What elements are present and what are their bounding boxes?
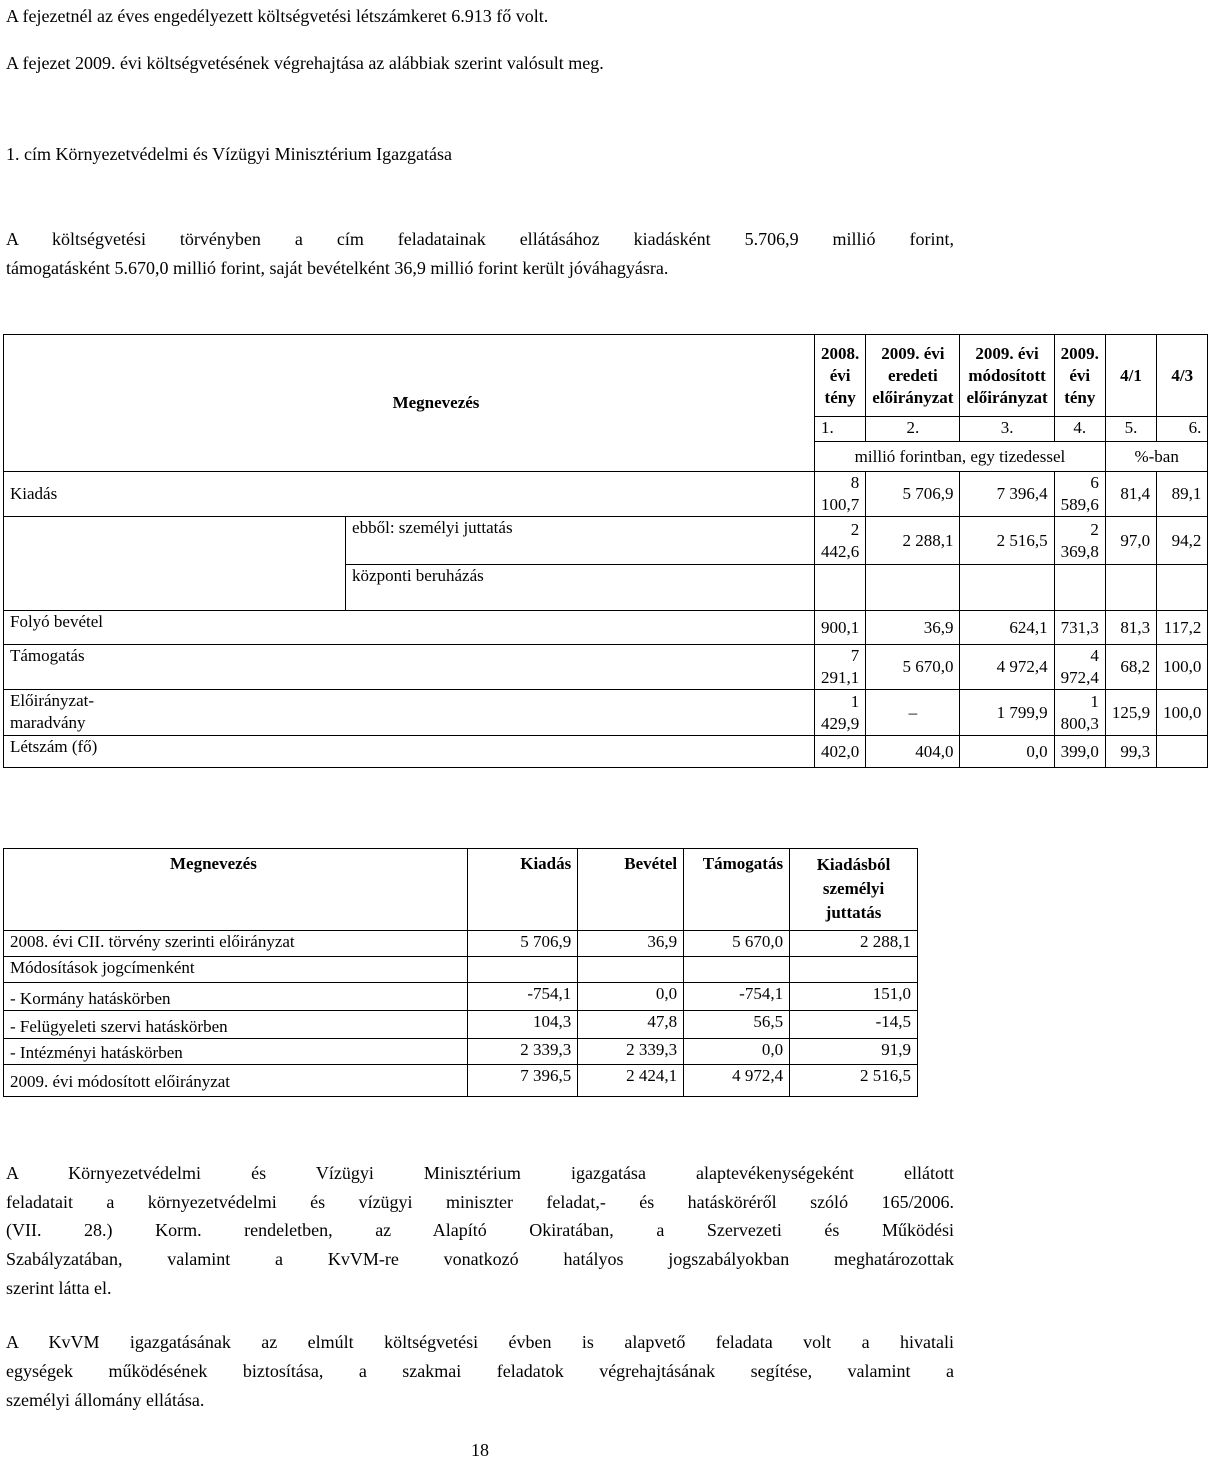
appropriation-table xyxy=(3,848,918,1097)
t2-label: 2009. évi módosított előirányzat xyxy=(4,1065,468,1097)
t1-cell: 8 100,7 xyxy=(815,472,866,517)
t1-cell: 399,0 xyxy=(1054,736,1105,768)
t1-cell: 4 972,4 xyxy=(960,645,1054,690)
t1-colnum-4: 4. xyxy=(1054,417,1105,442)
t1-indent xyxy=(4,517,346,565)
outro-p1-line-3: (VII. 28.) Korm. rendeletben, az Alapító Okiratában, a Szervezeti és Működési xyxy=(6,1220,954,1240)
t2-label: - Intézményi hatáskörben xyxy=(4,1039,468,1065)
t1-cell: 6 589,6 xyxy=(1054,472,1105,517)
outro-p1-line-5: szerint látta el. xyxy=(6,1278,112,1298)
t1-cell: 0,0 xyxy=(960,736,1054,768)
t1-cell xyxy=(1105,565,1156,611)
t1-cell: 99,3 xyxy=(1105,736,1156,768)
outro-p1-line-1: A Környezetvédelmi és Vízügyi Minisztérium igazgatása alaptevékenységeként ellátott xyxy=(6,1163,954,1183)
t1-cell: 100,0 xyxy=(1157,690,1208,736)
t2-cell: 2 424,1 xyxy=(578,1065,684,1097)
t1-cell-dash: – xyxy=(866,690,960,736)
t2-label: Módosítások jogcímenként xyxy=(4,957,468,983)
t1-cell: 100,0 xyxy=(1157,645,1208,690)
t1-row-kozponti xyxy=(4,565,1208,611)
t2-header-szemelyi: Kiadásból személyi juttatás xyxy=(790,849,918,931)
t2-cell: -754,1 xyxy=(684,983,790,1011)
t2-cell: 0,0 xyxy=(684,1039,790,1065)
t2-row xyxy=(4,1065,918,1097)
t2-label: 2008. évi CII. törvény szerinti előirányzat xyxy=(4,931,468,957)
t1-header-2009-teny: 2009. évi tény xyxy=(1054,335,1105,417)
t2-cell: 91,9 xyxy=(790,1039,918,1065)
t2-cell: -754,1 xyxy=(468,983,578,1011)
t1-label: Létszám (fő) xyxy=(4,736,815,768)
t1-header-2008-teny: 2008. évi tény xyxy=(815,335,866,417)
t1-cell: 402,0 xyxy=(815,736,866,768)
t1-cell: 81,3 xyxy=(1105,611,1156,645)
intro-para-line-2: támogatásként 5.670,0 millió forint, saját bevételként 36,9 millió forint került jóváhagyásra. xyxy=(6,258,669,278)
t2-cell: 104,3 xyxy=(468,1011,578,1039)
t1-cell: 68,2 xyxy=(1105,645,1156,690)
t2-row xyxy=(4,931,918,957)
t2-cell: 0,0 xyxy=(578,983,684,1011)
t1-label: Kiadás xyxy=(4,472,815,517)
t1-row-folyo xyxy=(4,611,1208,645)
t1-unit-million: millió forintban, egy tizedessel xyxy=(815,442,1106,472)
budget-table xyxy=(3,334,1208,768)
t1-header-2009-eredeti: 2009. évi eredeti előirányzat xyxy=(866,335,960,417)
t1-row-kiadas xyxy=(4,472,1208,517)
t1-cell: 7 396,4 xyxy=(960,472,1054,517)
t1-cell: 2 288,1 xyxy=(866,517,960,565)
t1-cell: 94,2 xyxy=(1157,517,1208,565)
t1-label: ebből: személyi juttatás xyxy=(346,517,815,565)
outro-p2-line-2: egységek működésének biztosítása, a szakmai feladatok végrehajtásának segítése, valamint a xyxy=(6,1361,954,1381)
t1-colnum-1: 1. xyxy=(815,417,866,442)
t1-cell: 89,1 xyxy=(1157,472,1208,517)
t1-cell: 4 972,4 xyxy=(1054,645,1105,690)
t2-cell: 2 339,3 xyxy=(468,1039,578,1065)
t2-header-bevetel: Bevétel xyxy=(578,849,684,931)
t1-cell: 1 800,3 xyxy=(1054,690,1105,736)
t1-row-letszam xyxy=(4,736,1208,768)
outro-p2-line-3: személyi állomány ellátása. xyxy=(6,1390,205,1410)
t1-cell xyxy=(960,565,1054,611)
t2-row xyxy=(4,957,918,983)
t1-row-maradvany xyxy=(4,690,1208,736)
t2-cell: 7 396,5 xyxy=(468,1065,578,1097)
t1-cell: 1 429,9 xyxy=(815,690,866,736)
t2-header-kiadas: Kiadás xyxy=(468,849,578,931)
t1-colnum-5: 5. xyxy=(1105,417,1156,442)
outro-p1-line-2: feladatait a környezetvédelmi és vízügyi miniszter feladat,- és hatásköréről szóló 165/2006. xyxy=(6,1192,954,1212)
t1-label: Előirányzat-maradvány xyxy=(4,690,815,736)
t2-cell xyxy=(468,957,578,983)
t2-label: - Kormány hatáskörben xyxy=(4,983,468,1011)
t1-cell: 2 442,6 xyxy=(815,517,866,565)
t2-cell: 2 288,1 xyxy=(790,931,918,957)
t1-cell: 7 291,1 xyxy=(815,645,866,690)
t2-cell xyxy=(578,957,684,983)
t1-header-ratio-4-1: 4/1 xyxy=(1105,335,1156,417)
t1-cell: 97,0 xyxy=(1105,517,1156,565)
page-number: 18 xyxy=(471,1440,489,1460)
t1-cell: 117,2 xyxy=(1157,611,1208,645)
intro-para-line-1: A költségvetési törvényben a cím feladatainak ellátásához kiadásként 5.706,9 millió forint, xyxy=(6,229,954,249)
t1-cell: 2 516,5 xyxy=(960,517,1054,565)
t1-colnum-6: 6. xyxy=(1157,417,1208,442)
intro-line-1: A fejezetnél az éves engedélyezett költségvetési létszámkeret 6.913 fő volt. xyxy=(6,6,549,26)
t1-colnum-3: 3. xyxy=(960,417,1054,442)
t2-cell: -14,5 xyxy=(790,1011,918,1039)
t1-header-2009-modositott: 2009. évi módosított előirányzat xyxy=(960,335,1054,417)
t1-label: Támogatás xyxy=(4,645,815,690)
t1-colnum-2: 2. xyxy=(866,417,960,442)
t2-cell: 2 339,3 xyxy=(578,1039,684,1065)
intro-line-2: A fejezet 2009. évi költségvetésének végrehajtása az alábbiak szerint valósult meg. xyxy=(6,53,604,73)
t1-row-szemelyi xyxy=(4,517,1208,565)
outro-p2-line-1: A KvVM igazgatásának az elmúlt költségvetési évben is alapvető feladata volt a hivatali xyxy=(6,1332,954,1352)
t1-cell: 36,9 xyxy=(866,611,960,645)
t1-cell: 404,0 xyxy=(866,736,960,768)
t2-row xyxy=(4,1011,918,1039)
t1-cell: 5 706,9 xyxy=(866,472,960,517)
t1-indent xyxy=(4,565,346,611)
t2-header-tamogatas: Támogatás xyxy=(684,849,790,931)
t1-cell xyxy=(1157,736,1208,768)
t2-cell: 151,0 xyxy=(790,983,918,1011)
t2-cell: 47,8 xyxy=(578,1011,684,1039)
t2-cell: 56,5 xyxy=(684,1011,790,1039)
t1-row-tamogatas xyxy=(4,645,1208,690)
t1-cell: 5 670,0 xyxy=(866,645,960,690)
section-heading: 1. cím Környezetvédelmi és Vízügyi Minisztérium Igazgatása xyxy=(6,144,453,164)
t1-cell xyxy=(815,565,866,611)
t1-unit-percent: %-ban xyxy=(1105,442,1208,472)
t1-cell: 900,1 xyxy=(815,611,866,645)
t2-cell: 36,9 xyxy=(578,931,684,957)
outro-p1-line-4: Szabályzatában, valamint a KvVM-re vonatkozó hatályos jogszabályokban meghatározottak xyxy=(6,1249,954,1269)
t1-header-ratio-4-3: 4/3 xyxy=(1157,335,1208,417)
t1-cell xyxy=(1054,565,1105,611)
t2-cell: 4 972,4 xyxy=(684,1065,790,1097)
t2-cell: 2 516,5 xyxy=(790,1065,918,1097)
t2-header-megnevezes: Megnevezés xyxy=(4,849,468,931)
t1-cell xyxy=(866,565,960,611)
t1-cell: 731,3 xyxy=(1054,611,1105,645)
t2-cell xyxy=(684,957,790,983)
t2-label: - Felügyeleti szervi hatáskörben xyxy=(4,1011,468,1039)
t1-cell: 81,4 xyxy=(1105,472,1156,517)
t1-cell: 125,9 xyxy=(1105,690,1156,736)
t2-cell: 5 706,9 xyxy=(468,931,578,957)
t2-cell xyxy=(790,957,918,983)
t1-cell: 624,1 xyxy=(960,611,1054,645)
t2-cell: 5 670,0 xyxy=(684,931,790,957)
t1-cell xyxy=(1157,565,1208,611)
t1-cell: 2 369,8 xyxy=(1054,517,1105,565)
t2-row xyxy=(4,1039,918,1065)
t1-cell: 1 799,9 xyxy=(960,690,1054,736)
t1-label: Folyó bevétel xyxy=(4,611,815,645)
t2-row xyxy=(4,983,918,1011)
t1-label: központi beruházás xyxy=(346,565,815,611)
t1-header-megnevezes: Megnevezés xyxy=(4,335,815,472)
